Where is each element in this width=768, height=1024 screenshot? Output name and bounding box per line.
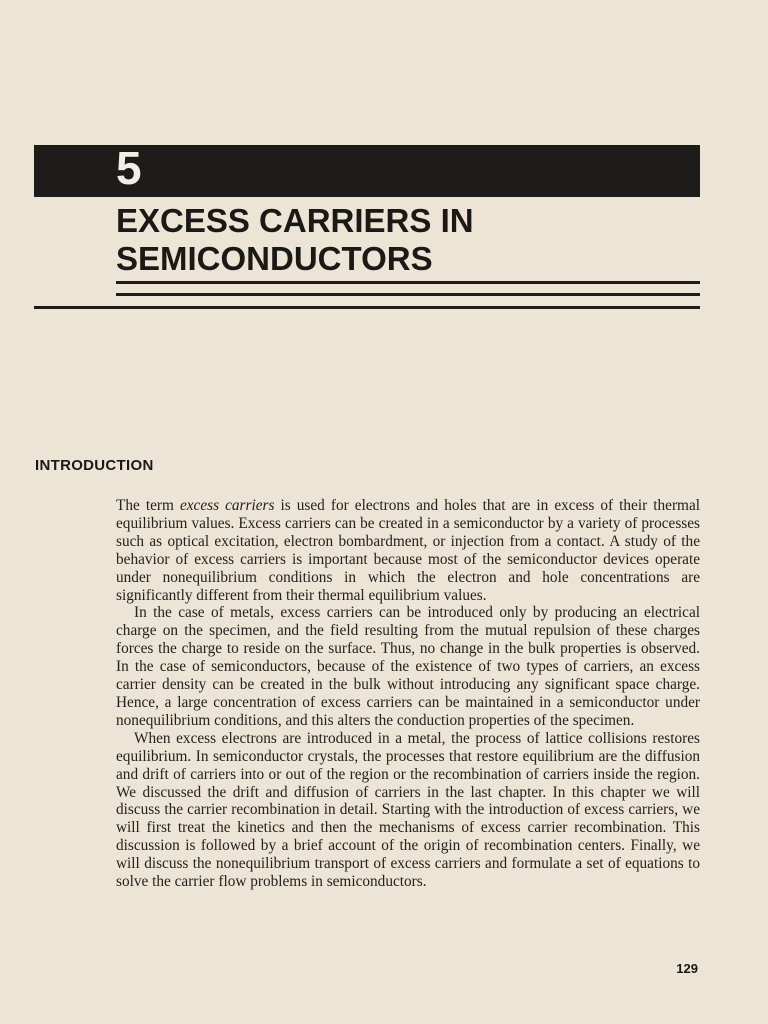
paragraph-1-term: excess carriers: [179, 497, 275, 514]
paragraph-3: When excess electrons are introduced in a metal, the process of lattice collisions restores equilibrium. In semiconductor crystals, the processes that restore equilibrium are the diffusion and drift of carriers into or out of the region or the recombination of carriers inside the region. We discussed the drift and diffusion of carriers in the last chapter. In this chapter we will discuss the carrier recombination in detail. Starting with the introduction of excess carriers, we will first treat the kinetics and then the mechanisms of excess carrier recombination. This discussion is followed by a brief account of the origin of recombination centers. Finally, we will discuss the nonequilibrium transport of excess carriers and formulate a set of equations to solve the carrier flow problems in semiconductors.: [116, 729, 700, 891]
section-heading: INTRODUCTION: [35, 457, 154, 474]
paragraph-1-lead: The term: [116, 497, 180, 514]
title-rule-lower: [34, 306, 700, 309]
body-text: [116, 497, 700, 891]
paragraph-1: [116, 497, 700, 604]
paragraph-2: In the case of metals, excess carriers can be introduced only by producing an electrical charge on the specimen, and the field resulting from the mutual repulsion of these charges forces the charge to reside on the surface. Thus, no change in the bulk properties is observed. In the case of semiconductors, because of the existence of two types of carriers, an excess carrier density can be created in the bulk without introducing any significant space charge. Hence, a large concentration of excess carriers can be maintained in a semiconductor under nonequilibrium conditions, and this alters the conduction properties of the specimen.: [116, 604, 700, 729]
title-rule-upper: [116, 281, 700, 284]
page-number: 129: [676, 961, 698, 976]
chapter-number: 5: [116, 142, 142, 194]
title-rule-middle: [116, 293, 700, 296]
paragraph-1-rest: is used for electrons and holes that are in excess of their thermal equilibrium values. Excess carriers can be created in a semiconductor by a variety of processes such as optical excitation, electron bombardment, or injection from a contact. A study of the behavior of excess carriers is important because most of the semiconductor devices operate under nonequilibrium conditions in which the electron and hole concentrations are significantly different from their thermal equilibrium values.: [116, 497, 700, 604]
chapter-title: EXCESS CARRIERS IN SEMICONDUCTORS: [116, 202, 474, 277]
